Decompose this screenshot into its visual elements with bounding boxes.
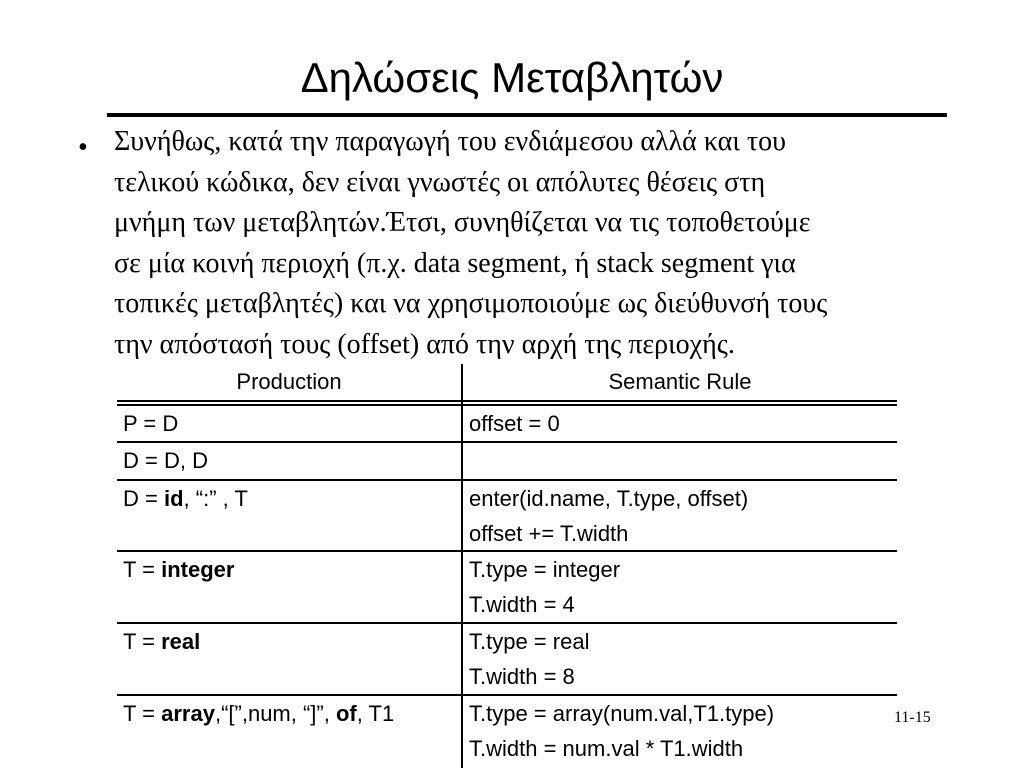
production-text: D = bbox=[123, 486, 164, 511]
bullet-line: Συνήθως, κατά την παραγωγή του ενδιάμεσου αλλά και του bbox=[114, 126, 786, 157]
production-text: T = bbox=[123, 557, 162, 582]
bullet-paragraph bbox=[114, 122, 994, 365]
rule-line: T.width = 4 bbox=[469, 592, 575, 617]
rule-line: offset += T.width bbox=[469, 521, 629, 546]
table-row bbox=[117, 552, 897, 624]
semantic-cell bbox=[469, 696, 897, 766]
table-row bbox=[117, 406, 897, 443]
production-cell bbox=[123, 624, 457, 659]
table-row bbox=[117, 624, 897, 696]
slide-title: Δηλώσεις Μεταβλητών bbox=[300, 54, 724, 101]
table-header bbox=[117, 364, 897, 400]
production-keyword: real bbox=[161, 629, 201, 654]
production-keyword: id bbox=[163, 486, 184, 511]
semantic-cell bbox=[469, 481, 897, 551]
semantic-cell bbox=[469, 552, 897, 622]
semantic-cell bbox=[469, 624, 897, 694]
bullet-line: την απόστασή τους (offset) από την αρχή της περιοχής. bbox=[114, 328, 735, 360]
production-keyword: array bbox=[161, 701, 215, 726]
table-row bbox=[117, 696, 897, 766]
production-text: ,“[”,num, “]”, bbox=[214, 701, 336, 726]
bullet-line: τοπικές μεταβλητές) και να χρησιμοποιούμε ως διεύθυνσή τους bbox=[114, 288, 828, 319]
production-text: , “:” , T bbox=[183, 486, 248, 511]
rule-line: T.width = 8 bbox=[469, 664, 575, 689]
bullet-line: σε μία κοινή περιοχή (π.χ. data segment, ή stack segment για bbox=[114, 247, 796, 279]
production-keyword: integer bbox=[161, 557, 235, 582]
header-production: Production bbox=[236, 369, 342, 394]
rule-line: offset = 0 bbox=[469, 411, 560, 436]
table-row bbox=[117, 481, 897, 552]
header-semantic-rule: Semantic Rule bbox=[608, 369, 752, 394]
production-cell bbox=[123, 552, 457, 587]
production-cell: P = D bbox=[123, 411, 179, 436]
table-row bbox=[117, 443, 897, 481]
semantic-rules-table bbox=[117, 364, 897, 766]
rule-line: T.type = real bbox=[469, 629, 590, 654]
rule-line: T.type = integer bbox=[469, 557, 621, 582]
title-underline bbox=[107, 113, 947, 117]
production-text: , T1 bbox=[356, 701, 395, 726]
semantic-cell bbox=[469, 406, 897, 441]
rule-line: enter(id.name, T.type, offset) bbox=[469, 486, 749, 511]
rule-line: T.width = num.val * T1.width bbox=[469, 736, 744, 761]
production-cell bbox=[123, 696, 457, 731]
production-text: T = bbox=[123, 629, 162, 654]
bullet-marker: • bbox=[78, 132, 88, 163]
production-cell bbox=[123, 481, 457, 516]
production-cell: D = D, D bbox=[123, 448, 208, 473]
production-keyword: of bbox=[335, 701, 357, 726]
slide-number: 11-15 bbox=[894, 709, 931, 726]
bullet-line: μνήμη των μεταβλητών.Έτσι, συνηθίζεται να τις τοποθετούμε bbox=[114, 207, 811, 238]
production-text: T = bbox=[123, 701, 162, 726]
rule-line: T.type = array(num.val,T1.type) bbox=[469, 701, 775, 726]
bullet-line: τελικού κώδικα, δεν είναι γνωστές οι απόλυτες θέσεις στη bbox=[114, 166, 766, 198]
